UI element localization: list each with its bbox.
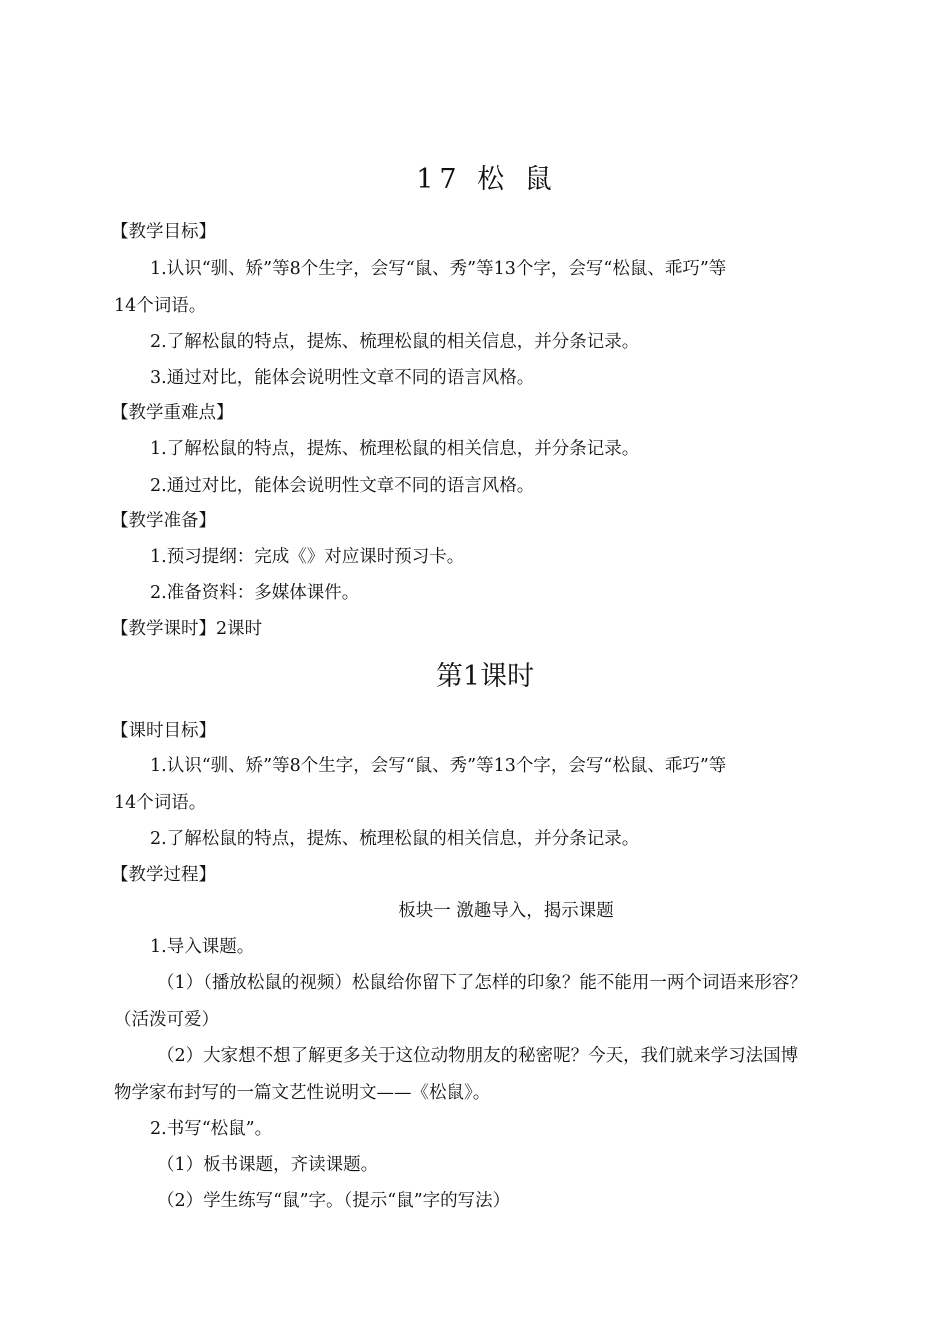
step-1-1-line-1: （1）（播放松鼠的视频）松鼠给你留下了怎样的印象？能不能用一两个词语来形容？	[157, 973, 807, 993]
goals-heading: 【教学目标】	[111, 222, 216, 242]
step-1-1-line-2: （活泼可爱）	[114, 1010, 219, 1030]
block-1-heading: 板块一 激趣导入，揭示课题	[398, 901, 614, 921]
preparation-1: 1.预习提纲：完成《》对应课时预习卡。	[150, 547, 465, 567]
step-2: 2.书写“松鼠”。	[150, 1119, 273, 1139]
lesson-1-title: 第1课时	[435, 661, 535, 692]
lesson-goal-1-line-2: 14个词语。	[114, 793, 207, 813]
teaching-hours: 【教学课时】2课时	[111, 619, 263, 639]
step-2-1: （1）板书课题，齐读课题。	[157, 1155, 379, 1175]
key-points-heading: 【教学重难点】	[111, 403, 234, 423]
step-1: 1.导入课题。	[150, 937, 255, 957]
preparation-heading: 【教学准备】	[111, 511, 216, 531]
goal-1-line-2: 14个词语。	[114, 296, 207, 316]
preparation-2: 2.准备资料：多媒体课件。	[150, 583, 360, 603]
lesson-goals-heading: 【课时目标】	[111, 721, 216, 741]
goal-1-line-1: 1.认识“驯、矫”等8个生字，会写“鼠、秀”等13个字，会写“松鼠、乖巧”等	[150, 259, 727, 279]
goal-2: 2.了解松鼠的特点，提炼、梳理松鼠的相关信息，并分条记录。	[150, 332, 640, 352]
step-1-2-line-1: （2）大家想不想了解更多关于这位动物朋友的秘密呢？今天，我们就来学习法国博	[157, 1046, 799, 1066]
key-point-1: 1.了解松鼠的特点，提炼、梳理松鼠的相关信息，并分条记录。	[150, 439, 640, 459]
goal-3: 3.通过对比，能体会说明性文章不同的语言风格。	[150, 368, 535, 388]
document-title: 17 松 鼠	[416, 164, 558, 195]
lesson-goal-1-line-1: 1.认识“驯、矫”等8个生字，会写“鼠、秀”等13个字，会写“松鼠、乖巧”等	[150, 756, 727, 776]
step-2-2: （2）学生练写“鼠”字。（提示“鼠”字的写法）	[157, 1191, 511, 1211]
step-1-2-line-2: 物学家布封写的一篇文艺性说明文——《松鼠》。	[114, 1083, 491, 1103]
lesson-goal-2: 2.了解松鼠的特点，提炼、梳理松鼠的相关信息，并分条记录。	[150, 829, 640, 849]
key-point-2: 2.通过对比，能体会说明性文章不同的语言风格。	[150, 476, 535, 496]
process-heading: 【教学过程】	[111, 865, 216, 885]
